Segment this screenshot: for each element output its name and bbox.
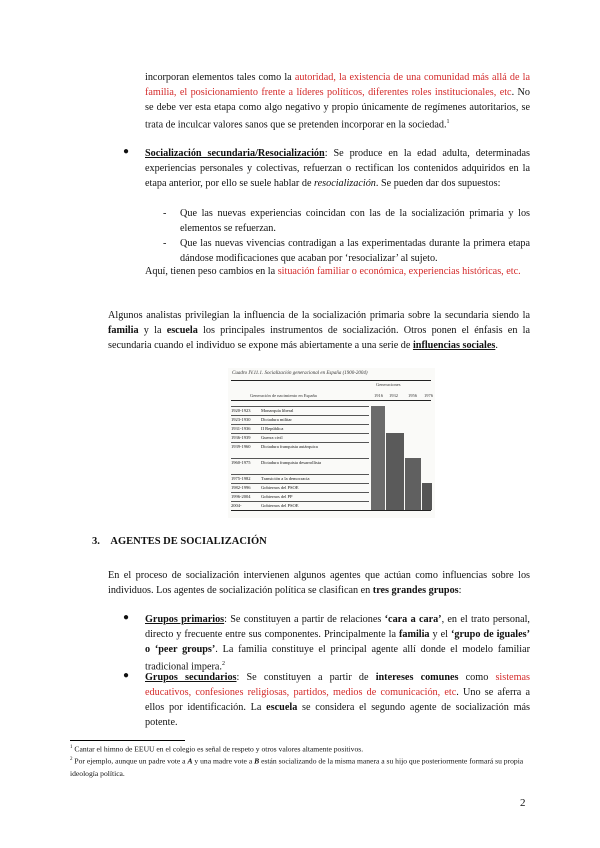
generation-bar-1916 [371, 406, 385, 510]
sub-item-1: Que las nuevas experiencias coincidan con las de la socialización primaria y los elementos se refuerzan. [180, 208, 530, 234]
year-1916: 1916 [374, 393, 383, 398]
bullet-secundaria: Socialización secundaria/Resocialización: Se produce en la edad adulta, determinadas experiencias personales y colectivas, refuerzan o rectifican los contenidos adquiridos en la etapa anterior, por ello se suele hablar de resocialización. Se pueden dar dos supuestos: [145, 148, 530, 189]
bullet-primarios: Grupos primarios: Se constituyen a partir de relaciones ‘cara a cara’, en el trato personal, directo y frecuente entre sus componentes. Principalmente la familia y el ‘grupo de iguales’ o ‘peer groups’. La familia constituye el principal agente allí donde el modelo familiar tradicional impera.$^2$ [145, 614, 530, 673]
page-number: 2 [520, 797, 526, 809]
analysts-paragraph: Algunos analistas privilegian la influencia de la socialización primaria sobre la secundaria siendo la familia y la escuela los principales instrumentos de socialización. Otros ponen el énfasis en la secundaria cuando el individuo se expone más abiertamente a una serie de influencias sociales. [108, 310, 530, 351]
intro-paragraph: incorporan elementos tales como la autoridad, la existencia de una comunidad más allá de la familia, el posicionamiento frente a líderes políticos, diferentes roles institucionales, etc. No se debe ver esta etapa como algo negativo y propio únicamente de regímenes autoritarios, se trata de inculcar valores sanos que se pretenden incorporar en la sociedad.$^1$ [145, 72, 530, 131]
group-header: Generaciones [376, 382, 401, 387]
sub-item-2: Que las nuevas vivencias contradigan a las experimentadas durante la primera etapa dándose modificaciones que acaban por ‘resocializar’ al sujeto. [180, 238, 530, 264]
table-row: 1923-1930 Dictadura militar [231, 415, 369, 425]
bullet-title: Socialización secundaria/Resocialización [145, 148, 325, 159]
year-1932: 1932 [389, 393, 398, 398]
highlight-text: situación familiar o económica, experiencias históricas, etc. [277, 266, 521, 277]
bullet-icon: ● [123, 670, 130, 681]
bullet-secundarios: Grupos secundarios: Se constituyen a partir de intereses comunes como sistemas educativos, confesiones religiosas, partidos, medios de comunicación, etc. Uno se aferra a ellos por identificación. La escuela se considera el segundo agente de socialización más potente. [145, 672, 530, 728]
table-row: 1920-1923 Monarquía liberal [231, 406, 369, 416]
table-row: 1960-1975 Dictadura franquista desarrollista [231, 458, 369, 475]
bullet-icon: ● [123, 612, 130, 623]
year-1956: 1956 [408, 393, 417, 398]
dash-icon: - [163, 208, 167, 219]
table-row: 1975-1982 Transición a la democracia [231, 474, 369, 484]
section-heading: 3. AGENTES DE SOCIALIZACIÓN [92, 536, 267, 547]
generation-bar-1976 [422, 483, 432, 510]
bullet-icon: ● [123, 146, 130, 157]
table-row: 1982-1996 Gobiernos del PSOE [231, 483, 369, 493]
table-row: 1931-1936 II República [231, 424, 369, 434]
dash-icon: - [163, 238, 167, 249]
footnote-1: $^1$ Cantar el himno de EEUU en el colegio es señal de respeto y otros valores altamente positivos. [70, 744, 364, 754]
footnote-2: $^2$ Por ejemplo, aunque un padre vote a A y una madre vote a B están socializando de la misma manera a su hijo que posteriormente formará su propia ideología política. [70, 756, 524, 778]
aqui-paragraph: Aquí, tienen peso cambios en la situación familiar o económica, experiencias históricas, etc. [145, 266, 521, 277]
socialization-table-figure [228, 368, 435, 518]
generation-bar-1956 [405, 458, 421, 510]
agents-intro-paragraph: En el proceso de socialización intervienen algunos agentes que actúan como influencias sobre los individuos. Los agentes de socialización política se clasifican en tres grandes grupos: [108, 570, 530, 596]
figure-caption: Cuadro IV.11.1. Socialización generacional en España (1900-2004) [232, 371, 368, 376]
highlight-text: sistemas educativos, confesiones religiosas, partidos, medios de comunicación, etc [145, 672, 530, 698]
footnote-divider [70, 740, 185, 741]
year-1976: 1976 [424, 393, 433, 398]
generation-bar-1932 [386, 433, 404, 510]
table-row: 1939-1960 Dictadura franquista autárquica [231, 442, 369, 459]
table-row: 1936-1939 Guerra civil [231, 433, 369, 443]
footnote-ref-2[interactable]: 2 [221, 661, 225, 667]
column-header: Generación de nacimiento en España [250, 393, 317, 398]
footnote-ref-1[interactable]: 1 [446, 119, 450, 125]
highlight-text: autoridad, la existencia de una comunidad más allá de la familia, el posicionamiento frente a líderes políticos, diferentes roles institucionales, etc [145, 72, 530, 98]
table-row: 1996-2004 Gobiernos del PP [231, 492, 369, 502]
table-row: 2004- Gobiernos del PSOE [231, 501, 369, 511]
